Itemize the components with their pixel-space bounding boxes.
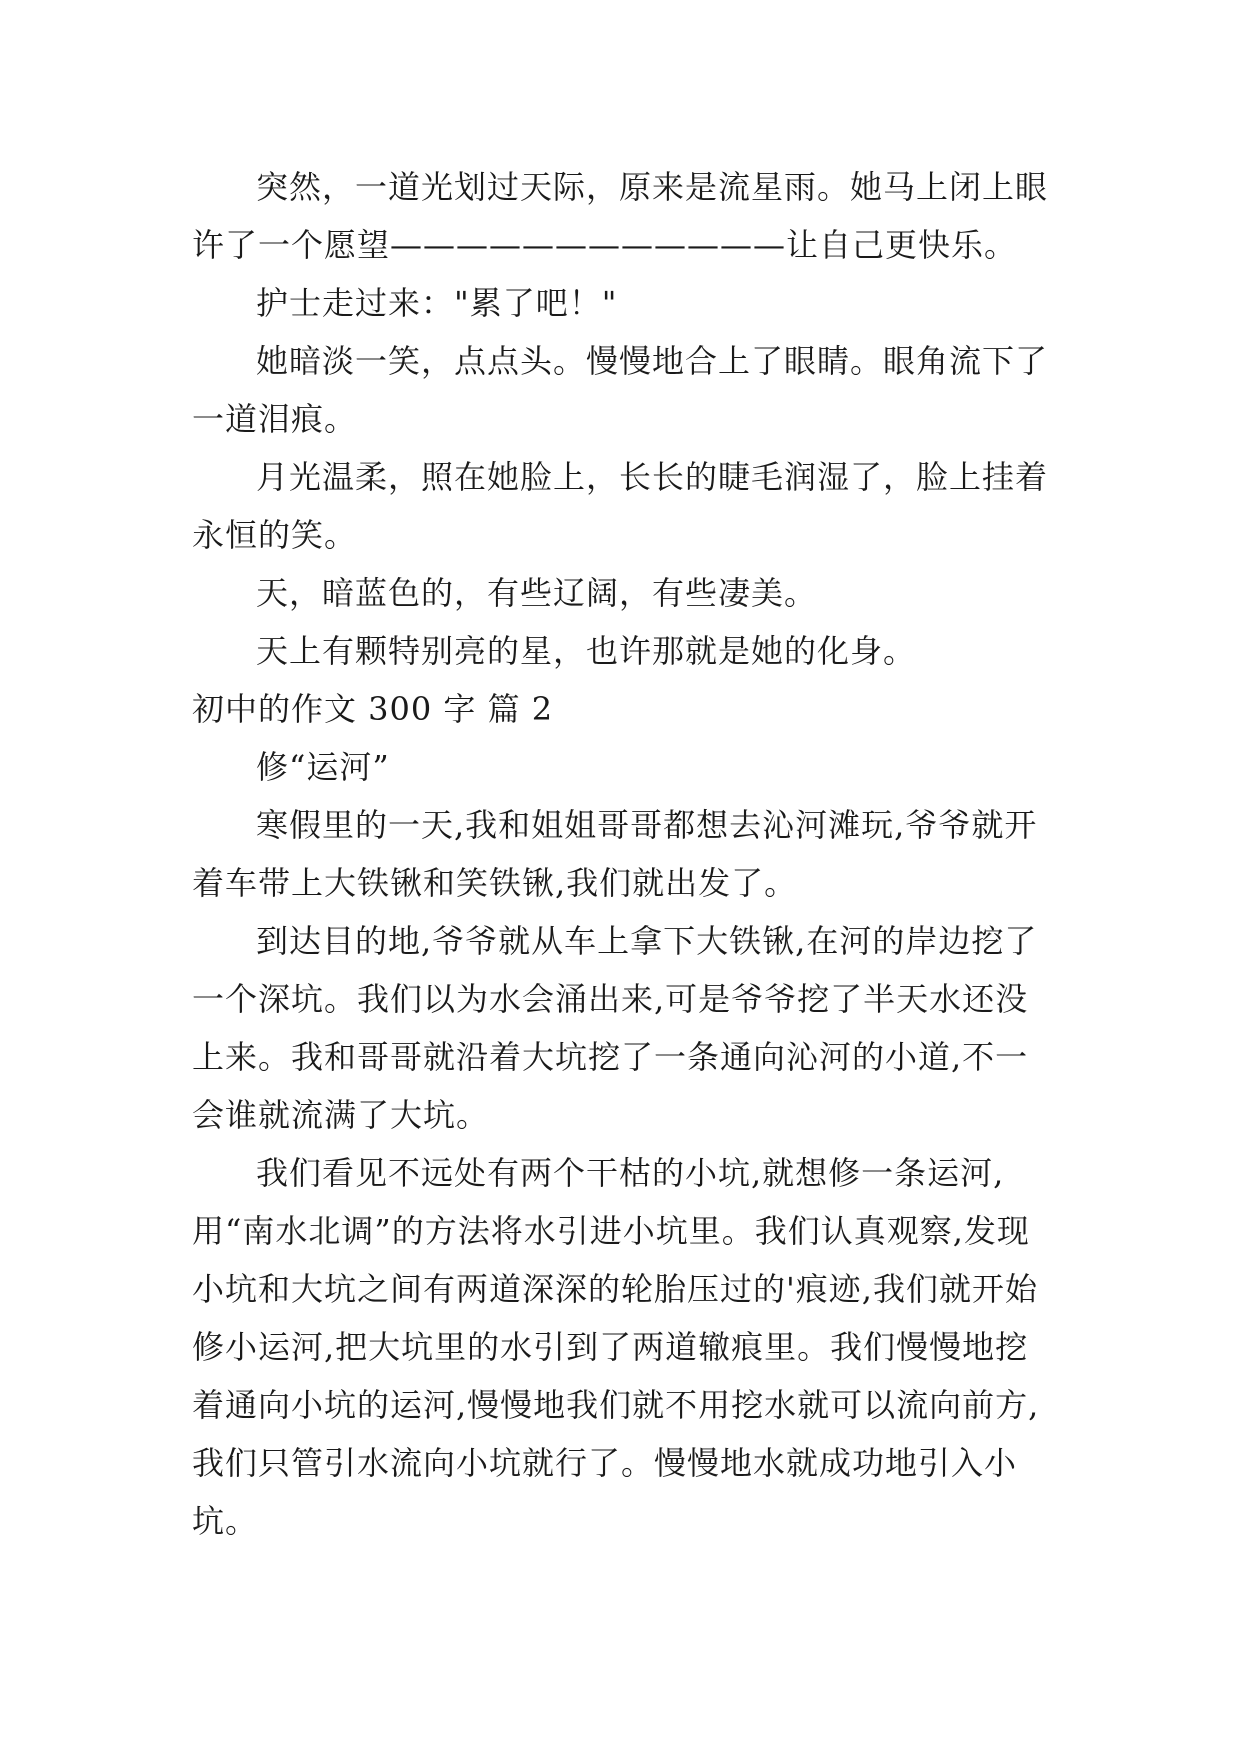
paragraph: 月光温柔，照在她脸上，长长的睫毛润湿了，脸上挂着永恒的笑。 <box>192 458 1049 554</box>
paragraph: 天，暗蓝色的，有些辽阔，有些凄美。 <box>256 574 818 612</box>
paragraph: 到达目的地,爷爷就从车上拿下大铁锹,在河的岸边挖了一个深坑。我们以为水会涌出来,可是爷爷挖了半天水还没上来。我和哥哥就沿着大坑挖了一条通向沁河的小道,不一会谁就流满了大坑。 <box>192 922 1038 1134</box>
section-heading: 初中的作文 300 字 篇 2 <box>192 690 554 728</box>
paragraph: 突然，一道光划过天际，原来是流星雨。她马上闭上眼许了一个愿望————————————让自己更快乐。 <box>192 168 1049 264</box>
paragraph: 我们看见不远处有两个干枯的小坑,就想修一条运河,用“南水北调”的方法将水引进小坑里。我们认真观察,发现小坑和大坑之间有两道深深的轮胎压过的'痕迹,我们就开始修小运河,把大坑里的水引到了两道辙痕里。我们慢慢地挖着通向小坑的运河,慢慢地我们就不用挖水就可以流向前方,我们只管引水流向小坑就行了。慢慢地水就成功地引入小坑。 <box>192 1154 1040 1540</box>
paragraph: 护士走过来："累了吧！" <box>256 284 618 322</box>
paragraph: 寒假里的一天,我和姐姐哥哥都想去沁河滩玩,爷爷就开着车带上大铁锹和笑铁锹,我们就出发了。 <box>192 806 1038 902</box>
paragraph: 她暗淡一笑，点点头。慢慢地合上了眼睛。眼角流下了一道泪痕。 <box>192 342 1049 438</box>
paragraph: 天上有颗特别亮的星，也许那就是她的化身。 <box>256 632 917 670</box>
document-body <box>192 158 1054 1550</box>
essay-title: 修“运河” <box>256 748 390 786</box>
